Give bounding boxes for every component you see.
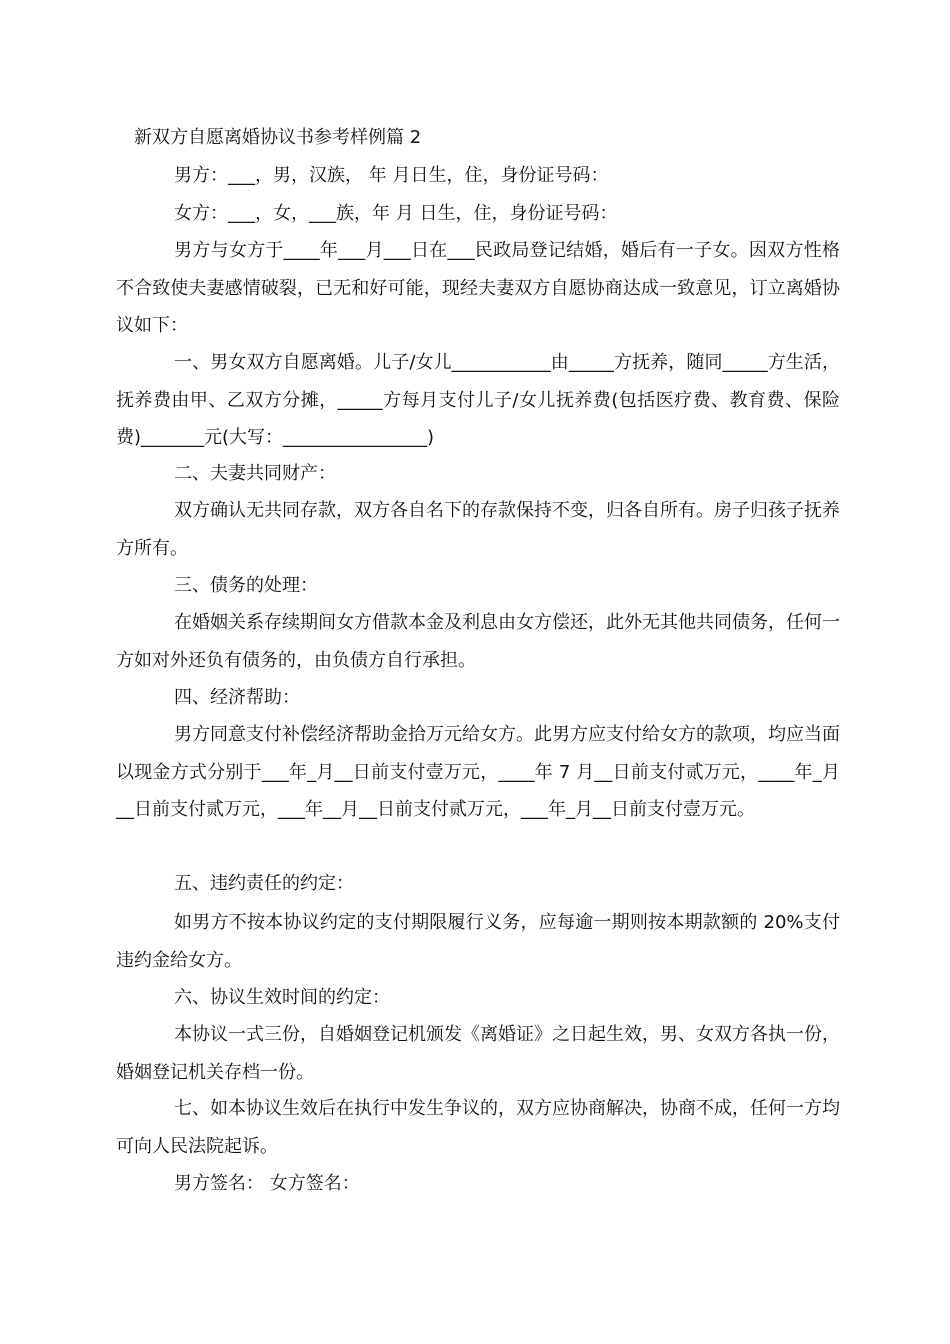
section-4-heading: 四、经济帮助： [174,687,300,708]
section-7-paragraph: 七、如本协议生效后在执行中发生争议的，双方应协商解决，协商不成，任何一方均可向人民法院起诉。 [116,1098,840,1157]
intro-paragraph: 男方与女方于____年___月___日在___民政局登记结婚，婚后有一子女。因双方性格不合致使夫妻感情破裂，已无和好可能，现经夫妻双方自愿协商达成一致意见，订立离婚协议如下： [116,240,840,336]
section-6-heading: 六、协议生效时间的约定： [174,987,390,1008]
section-1-paragraph: 一、男女双方自愿离婚。儿子/女儿___________由_____方抚养，随同_____方生活，抚养费由甲、乙双方分摊，_____方每月支付儿子/女儿抚养费(包括医疗费、教育费、保险费)_______元(大写：________________) [116,352,840,448]
male-info-line: 男方：___，男，汉族， 年 月日生，住，身份证号码： [174,165,609,186]
section-5-heading: 五、违约责任的约定： [174,873,354,894]
section-6-body: 本协议一式三份，自婚姻登记机颁发《离婚证》之日起生效，男、女双方各执一份，婚姻登记机关存档一份。 [116,1024,840,1083]
section-2-heading: 二、夫妻共同财产： [174,463,336,484]
female-info-line: 女方：___，女，___族，年 月 日生，住，身份证号码： [174,203,618,224]
document-title: 新双方自愿离婚协议书参考样例篇 2 [134,127,422,148]
section-4-body: 男方同意支付补偿经济帮助金拾万元给女方。此男方应支付给女方的款项，均应当面以现金方式分别于___年_月__日前支付壹万元，____年 7 月__日前支付贰万元，____年_月__日前支付贰万元，___年__月__日前支付贰万元，___年_月__日前支付壹万元。 [116,724,840,820]
signature-line: 男方签名： 女方签名： [174,1173,360,1194]
section-2-body: 双方确认无共同存款，双方各自名下的存款保持不变，归各自所有。房子归孩子抚养方所有。 [116,500,840,559]
section-3-heading: 三、债务的处理： [174,575,318,596]
section-5-body: 如男方不按本协议约定的支付期限履行义务，应每逾一期则按本期款额的 20%支付违约金给女方。 [116,912,840,971]
section-3-body: 在婚姻关系存续期间女方借款本金及利息由女方偿还，此外无其他共同债务，任何一方如对外还负有债务的，由负债方自行承担。 [116,612,840,671]
